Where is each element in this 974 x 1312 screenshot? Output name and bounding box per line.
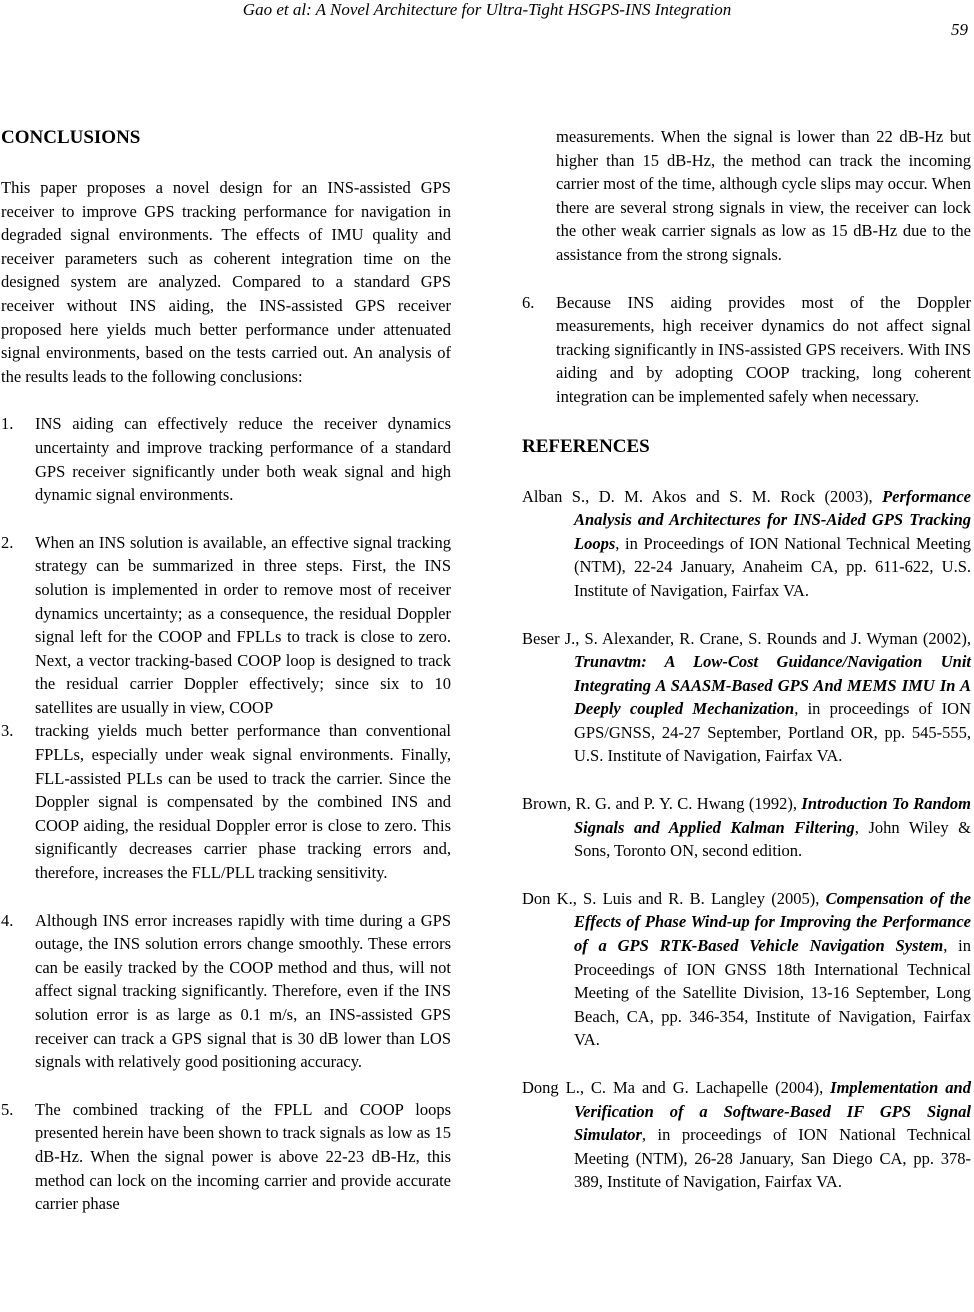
item-text: When an INS solution is available, an effective signal tracking strategy can be summarized in three steps. First, the INS solution is implemented in order to remove most of receiver dynamics uncertainty; as a consequence, the residual Doppler signal left for the COOP and FPLLs to track is close to zero. Next, a vector tracking-based COOP loop is designed to track the residual carrier Doppler effectively; since six to 10 satellites are usually in view, COOP (35, 532, 451, 717)
reference-details: , in proceedings of ION National Technical Meeting (NTM), 26-28 January, San Diego CA, pp. 378-389, Institute of Navigation, Fairfax VA. (574, 1125, 971, 1192)
reference-details: , in Proceedings of ION National Technical Meeting (NTM), 22-24 January, Anaheim CA, pp. 611-622, U.S. Institute of Navigation, Fairfax VA. (574, 533, 971, 600)
references-heading: REFERENCES (522, 435, 650, 457)
reference-authors: Beser J., S. Alexander, R. Crane, S. Rounds and J. Wyman (2002), (522, 628, 971, 648)
item-number: 5. (1, 1099, 14, 1119)
left-column (1, 126, 451, 1216)
item-number: 1. (1, 414, 14, 434)
reference-title: Trunavtm: A Low-Cost Guidance/Navigation Unit Integrating A SAASM-Based GPS And MEMS IMU In A Deeply coupled Mechanization (574, 652, 971, 719)
conclusion-item (1, 719, 451, 884)
conclusion-item (1, 531, 451, 720)
conclusion-item (1, 909, 451, 1074)
item-text: Although INS error increases rapidly with time during a GPS outage, the INS solution errors change smoothly. These errors can be easily tracked by the COOP method and thus, will not affect signal tracking significantly. Therefore, even if the INS solution error is as large as 0.1 m/s, an INS-assisted GPS receiver can track a GPS signal that is 30 dB lower than LOS signals with relatively good positioning accuracy. (35, 910, 451, 1072)
conclusions-heading: CONCLUSIONS (1, 127, 141, 148)
conclusion-item (522, 291, 971, 409)
item-number: 2. (1, 532, 14, 552)
item-5-continuation: measurements. When the signal is lower than 22 dB-Hz but higher than 15 dB-Hz, the method can track the incoming carrier most of the time, although cycle slips may occur. When there are several strong signals in view, the receiver can lock the other weak carrier signals as low as 15 dB-Hz due to the assistance from the strong signals. (556, 127, 971, 264)
reference-title: Implementation and Verification of a Software-Based IF GPS Signal Simulator (574, 1078, 971, 1145)
item-text: tracking yields much better performance than conventional FPLLs, especially under weak signal environments. Finally, FLL-assisted PLLs can be used to track the carrier. Since the Doppler signal is compensated by the combined INS and COOP aiding, the residual Doppler error is close to zero. This significantly decreases carrier phase tracking errors and, therefore, increases the FLL/PLL tracking sensitivity. (35, 721, 451, 883)
page-number: 59 (951, 20, 968, 39)
reference-entry (522, 792, 971, 863)
reference-title: Introduction To Random Signals and Applied Kalman Filtering (574, 794, 972, 837)
conclusion-item (1, 1098, 451, 1216)
reference-details: , in proceedings of ION GPS/GNSS, 24-27 September, Portland OR, pp. 545-555, U.S. Institute of Navigation, Fairfax VA. (574, 699, 971, 766)
reference-authors: Brown, R. G. and P. Y. C. Hwang (1992), (522, 794, 802, 814)
right-column (522, 125, 971, 1194)
running-header: Gao et al: A Novel Architecture for Ultra-Tight HSGPS-INS Integration (242, 0, 732, 19)
reference-entry (522, 627, 971, 769)
reference-details: , John Wiley & Sons, Toronto ON, second edition. (574, 817, 971, 861)
reference-entry (522, 485, 971, 603)
reference-authors: Dong L., C. Ma and G. Lachapelle (2004), (522, 1078, 831, 1097)
conclusion-item (1, 412, 451, 506)
reference-entry (522, 887, 971, 1052)
reference-authors: Alban S., D. M. Akos and S. M. Rock (2003), (522, 486, 883, 506)
reference-authors: Don K., S. Luis and R. B. Langley (2005), (522, 888, 826, 908)
item-text: The combined tracking of the FPLL and COOP loops presented herein have been shown to track signals as low as 15 dB-Hz. When the signal power is above 22-23 dB-Hz, this method can lock on the incoming carrier and provide accurate carrier phase (35, 1099, 451, 1214)
reference-title: Performance Analysis and Architectures for INS-Aided GPS Tracking Loops (574, 486, 971, 553)
item-number: 3. (1, 721, 14, 741)
conclusions-intro: This paper proposes a novel design for an INS-assisted GPS receiver to improve GPS tracking performance for navigation in degraded signal environments. The effects of IMU quality and receiver parameters such as coherent integration time on the designed system are analyzed. Compared to a standard GPS receiver without INS aiding, the INS-assisted GPS receiver proposed here yields much better performance under attenuated signal environments, based on the tests carried out. An analysis of the results leads to the following conclusions: (1, 178, 451, 386)
item-text: INS aiding can effectively reduce the receiver dynamics uncertainty and improve tracking performance of a standard GPS receiver significantly under both weak signal and high dynamic signal environments. (35, 414, 451, 505)
item-number: 6. (522, 292, 535, 312)
reference-title: Compensation of the Effects of Phase Wind-up for Improving the Performance of a GPS RTK-Based Vehicle Navigation System (574, 888, 971, 956)
reference-details: , in Proceedings of ION GNSS 18th International Technical Meeting of the Satellite Division, 13-16 September, Long Beach, CA, pp. 346-354, Institute of Navigation, Fairfax VA. (574, 936, 971, 1050)
reference-entry (522, 1076, 971, 1194)
item-number: 4. (1, 910, 14, 930)
item-text: Because INS aiding provides most of the Doppler measurements, high receiver dynamics do not affect signal tracking significantly in INS-assisted GPS receivers. With INS aiding and by adopting COOP tracking, long coherent integration can be implemented safely when necessary. (556, 292, 971, 406)
